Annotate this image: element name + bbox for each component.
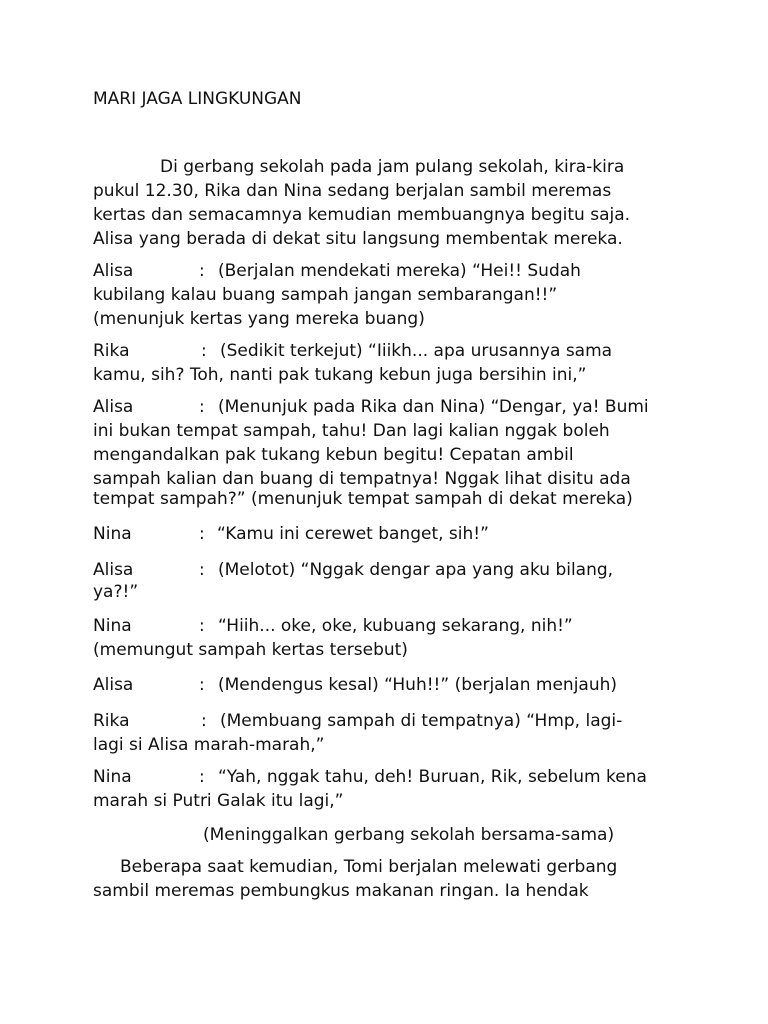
- dialogue-colon: :: [199, 767, 205, 787]
- dialogue-line: (Sedikit terkejut) “Iiikh... apa urusannya sama: [220, 341, 613, 361]
- dialogue-line: (Membuang sampah di tempatnya) “Hmp, lagi-: [220, 711, 623, 731]
- dialogue-line: (Menunjuk pada Rika dan Nina) “Dengar, ya! Bumi: [218, 397, 649, 417]
- dialogue-speaker: Alisa: [93, 675, 134, 695]
- intro-line: Di gerbang sekolah pada jam pulang sekolah, kira-kira: [160, 157, 625, 177]
- dialogue-line: (Mendengus kesal) “Huh!!” (berjalan menjauh): [218, 675, 618, 695]
- dialogue-line: kubilang kalau buang sampah jangan sembarangan!!”: [93, 285, 558, 305]
- dialogue-colon: :: [199, 616, 205, 636]
- dialogue-line: sampah kalian dan buang di tempatnya! Nggak lihat disitu ada: [93, 469, 631, 489]
- dialogue-speaker: Alisa: [93, 261, 134, 281]
- dialogue-speaker: Rika: [93, 711, 130, 731]
- dialogue-speaker: Nina: [93, 767, 132, 787]
- dialogue-line: mengandalkan pak tukang kebun begitu! Cepatan ambil: [93, 445, 574, 465]
- intro-line: Alisa yang berada di dekat situ langsung membentak mereka.: [93, 229, 623, 249]
- intro-line: pukul 12.30, Rika dan Nina sedang berjalan sambil meremas: [93, 181, 612, 201]
- dialogue-colon: :: [199, 675, 205, 695]
- dialogue-line: (Melotot) “Nggak dengar apa yang aku bilang,: [218, 560, 614, 580]
- dialogue-line: kamu, sih? Toh, nanti pak tukang kebun juga bersihin ini,”: [93, 365, 587, 385]
- dialogue-line: “Kamu ini cerewet banget, sih!”: [217, 524, 489, 544]
- dialogue-speaker: Nina: [93, 524, 132, 544]
- closing-line: sambil meremas pembungkus makanan ringan. Ia hendak: [93, 881, 589, 901]
- dialogue-colon: :: [199, 560, 205, 580]
- dialogue-line: ini bukan tempat sampah, tahu! Dan lagi kalian nggak boleh: [93, 421, 610, 441]
- dialogue-colon: :: [201, 341, 207, 361]
- dialogue-line: (memungut sampah kertas tersebut): [93, 640, 408, 660]
- dialogue-speaker: Alisa: [93, 560, 134, 580]
- dialogue-line: “Yah, nggak tahu, deh! Buruan, Rik, sebelum kena: [218, 767, 647, 787]
- dialogue-line: ya?!”: [93, 582, 139, 602]
- dialogue-speaker: Rika: [93, 341, 130, 361]
- dialogue-line: marah si Putri Galak itu lagi,”: [93, 791, 344, 811]
- document-title: MARI JAGA LINGKUNGAN: [93, 89, 302, 109]
- dialogue-line: “Hiih... oke, oke, kubuang sekarang, nih!”: [218, 616, 573, 636]
- dialogue-line: (Berjalan mendekati mereka) “Hei!! Sudah: [218, 261, 581, 281]
- dialogue-colon: :: [199, 261, 205, 281]
- intro-line: kertas dan semacamnya kemudian membuangnya begitu saja.: [93, 205, 631, 225]
- dialogue-line: lagi si Alisa marah-marah,”: [93, 735, 325, 755]
- dialogue-speaker: Alisa: [93, 397, 134, 417]
- dialogue-colon: :: [199, 397, 205, 417]
- closing-line: Beberapa saat kemudian, Tomi berjalan melewati gerbang: [120, 857, 618, 877]
- dialogue-colon: :: [199, 524, 205, 544]
- dialogue-line: (menunjuk kertas yang mereka buang): [93, 309, 425, 329]
- dialogue-colon: :: [201, 711, 207, 731]
- dialogue-speaker: Nina: [93, 616, 132, 636]
- stage-direction: (Meninggalkan gerbang sekolah bersama-sama): [203, 825, 615, 845]
- dialogue-line: tempat sampah?” (menunjuk tempat sampah di dekat mereka): [93, 489, 633, 509]
